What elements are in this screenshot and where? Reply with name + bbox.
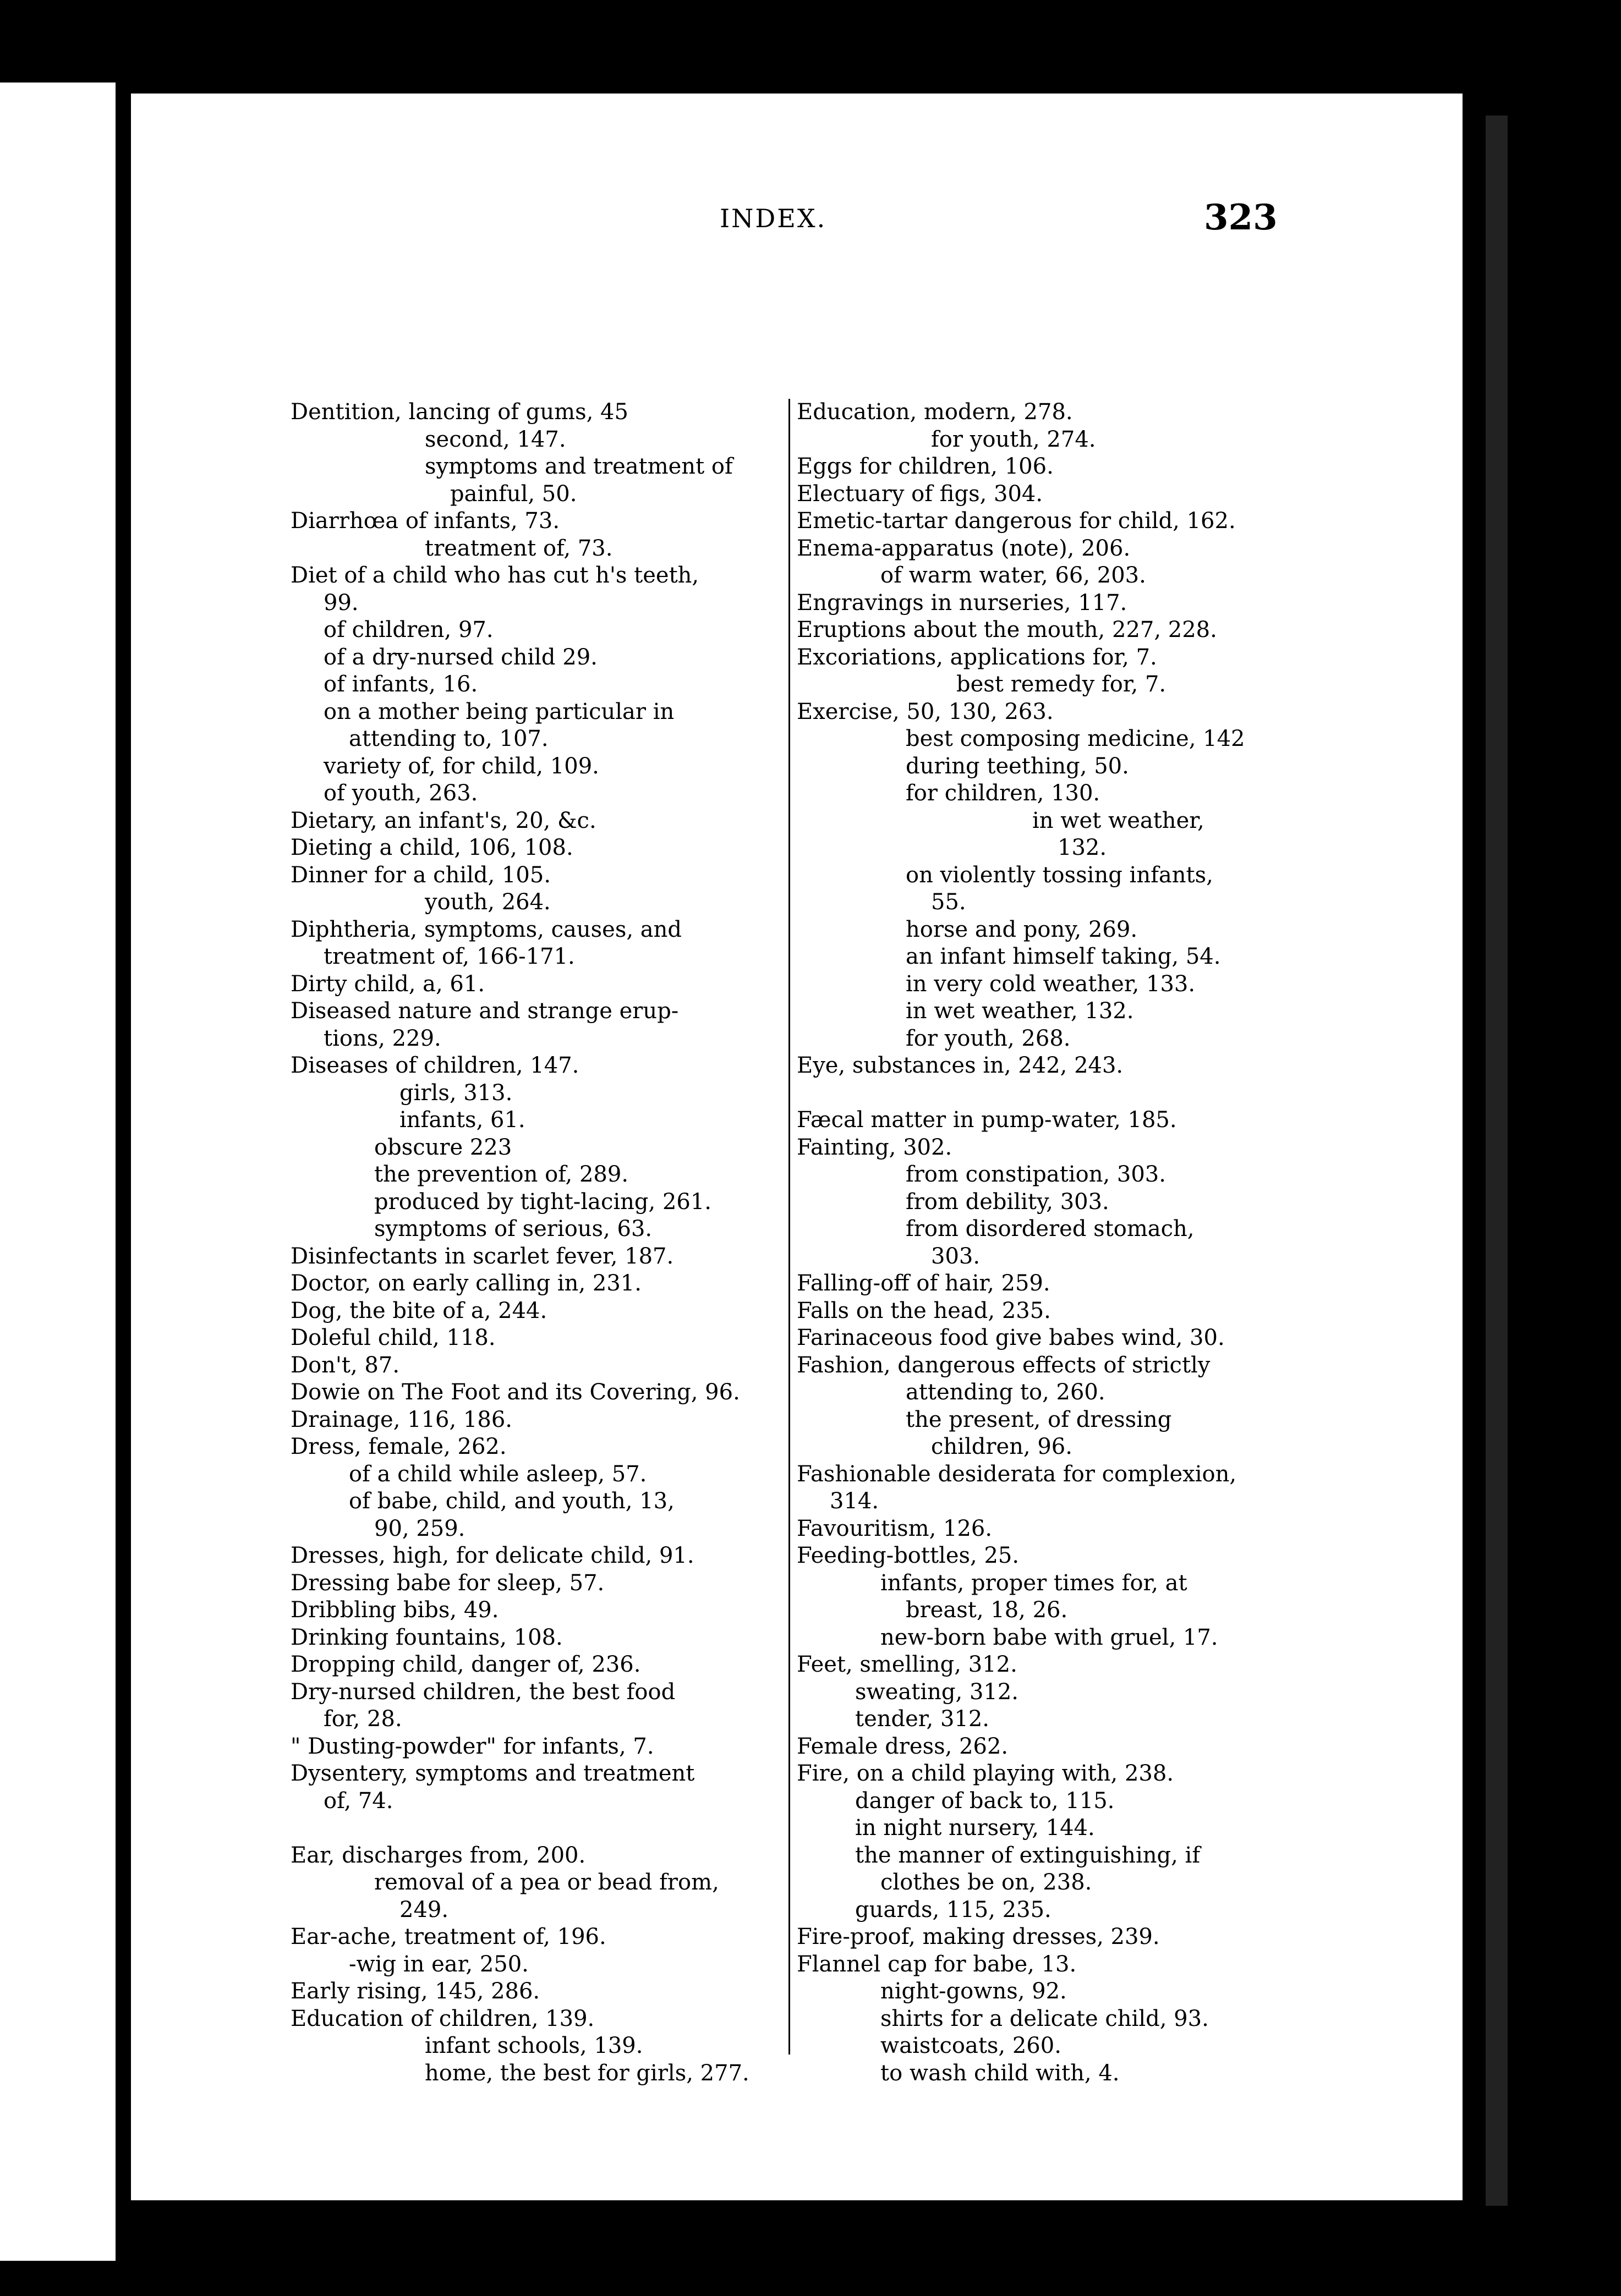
index-entry: new-born babe with gruel, 17. bbox=[880, 1624, 1218, 1650]
index-entry: Diarrhœa of infants, 73. bbox=[291, 508, 560, 534]
facing-page-edge bbox=[0, 83, 116, 2261]
index-entry: danger of back to, 115. bbox=[855, 1788, 1115, 1814]
index-entry: infant schools, 139. bbox=[425, 2033, 643, 2058]
index-entry: Dribbling bibs, 49. bbox=[291, 1597, 499, 1623]
index-entry: breast, 18, 26. bbox=[906, 1597, 1068, 1623]
index-entry: on a mother being particular in bbox=[324, 699, 675, 724]
index-entry: clothes be on, 238. bbox=[880, 1870, 1092, 1895]
index-entry: from debility, 303. bbox=[906, 1189, 1109, 1215]
index-entry: Fæcal matter in pump-water, 185. bbox=[797, 1107, 1177, 1133]
page-header bbox=[131, 94, 1463, 238]
index-entry: of children, 97. bbox=[324, 617, 494, 642]
index-entry: infants, 61. bbox=[399, 1107, 525, 1133]
index-entry: Doleful child, 118. bbox=[291, 1325, 496, 1350]
index-entry: symptoms of serious, 63. bbox=[374, 1216, 653, 1242]
index-entry: for, 28. bbox=[324, 1706, 402, 1732]
index-entry: symptoms and treatment of bbox=[425, 454, 733, 479]
index-entry: of youth, 263. bbox=[324, 781, 478, 806]
index-entry: home, the best for girls, 277. bbox=[425, 2060, 749, 2086]
index-entry: Dentition, lancing of gums, 45 bbox=[291, 399, 628, 425]
index-entry: obscure 223 bbox=[374, 1134, 512, 1160]
page-edge-shadow bbox=[1486, 116, 1508, 2206]
index-entry: for youth, 268. bbox=[906, 1025, 1071, 1051]
index-entry: Diseases of children, 147. bbox=[291, 1053, 579, 1078]
index-entry: Doctor, on early calling in, 231. bbox=[291, 1271, 642, 1296]
index-entry: night-gowns, 92. bbox=[880, 1979, 1067, 2004]
index-entry: Education, modern, 278. bbox=[797, 399, 1073, 425]
index-entry: of babe, child, and youth, 13, bbox=[349, 1488, 675, 1514]
index-entry: Excoriations, applications for, 7. bbox=[797, 644, 1157, 670]
index-entry: 132. bbox=[1058, 835, 1107, 860]
index-entry: in night nursery, 144. bbox=[855, 1815, 1095, 1841]
index-entry: of a child while asleep, 57. bbox=[349, 1461, 647, 1487]
index-entry: painful, 50. bbox=[450, 481, 577, 507]
index-entry: Favouritism, 126. bbox=[797, 1515, 993, 1541]
index-entry: in very cold weather, 133. bbox=[906, 971, 1196, 997]
index-entry: Ear, discharges from, 200. bbox=[291, 1842, 586, 1868]
index-entry: to wash child with, 4. bbox=[880, 2060, 1120, 2086]
index-entry: " Dusting-powder" for infants, 7. bbox=[291, 1733, 654, 1759]
index-entry: from disordered stomach, bbox=[906, 1216, 1195, 1242]
index-entry: Drainage, 116, 186. bbox=[291, 1407, 512, 1432]
index-entry: Ear-ache, treatment of, 196. bbox=[291, 1924, 606, 1949]
index-entry: Emetic-tartar dangerous for child, 162. bbox=[797, 508, 1236, 534]
index-entry: best remedy for, 7. bbox=[956, 672, 1167, 697]
index-entry: Eye, substances in, 242, 243. bbox=[797, 1053, 1124, 1078]
index-entry: of infants, 16. bbox=[324, 672, 478, 697]
index-entry: Feet, smelling, 312. bbox=[797, 1652, 1017, 1677]
index-entry: Flannel cap for babe, 13. bbox=[797, 1951, 1077, 1977]
index-entry: youth, 264. bbox=[425, 889, 551, 915]
index-entry: shirts for a delicate child, 93. bbox=[880, 2006, 1209, 2031]
index-entry: in wet weather, bbox=[1032, 808, 1204, 833]
index-entry: during teething, 50. bbox=[906, 753, 1129, 779]
index-entry: for youth, 274. bbox=[931, 426, 1096, 452]
index-entry: best composing medicine, 142 bbox=[906, 726, 1245, 751]
index-entry: Disinfectants in scarlet fever, 187. bbox=[291, 1243, 674, 1269]
index-entry: produced by tight-lacing, 261. bbox=[374, 1189, 712, 1215]
index-entry: Early rising, 145, 286. bbox=[291, 1979, 540, 2004]
index-entry: second, 147. bbox=[425, 426, 566, 452]
index-entry: Farinaceous food give babes wind, 30. bbox=[797, 1325, 1225, 1350]
index-entry: Eruptions about the mouth, 227, 228. bbox=[797, 617, 1217, 642]
index-entry: Dysentery, symptoms and treatment bbox=[291, 1761, 695, 1786]
index-entry: treatment of, 73. bbox=[425, 535, 613, 561]
index-entry: in wet weather, 132. bbox=[906, 998, 1134, 1024]
index-entry: Eggs for children, 106. bbox=[797, 454, 1054, 479]
index-entry: of warm water, 66, 203. bbox=[880, 563, 1146, 588]
index-entry: on violently tossing infants, bbox=[906, 862, 1213, 888]
index-entry: Fire-proof, making dresses, 239. bbox=[797, 1924, 1160, 1949]
index-entry: Don't, 87. bbox=[291, 1352, 400, 1378]
index-entry: waistcoats, 260. bbox=[880, 2033, 1061, 2058]
index-entry: 249. bbox=[399, 1897, 449, 1923]
index-entry: for children, 130. bbox=[906, 781, 1100, 806]
index-entry: Female dress, 262. bbox=[797, 1733, 1009, 1759]
index-entry: Fashion, dangerous effects of strictly bbox=[797, 1352, 1211, 1378]
index-entry: horse and pony, 269. bbox=[906, 916, 1138, 942]
index-entry: Dowie on The Foot and its Covering, 96. bbox=[291, 1380, 740, 1405]
index-entry: 314. bbox=[830, 1488, 879, 1514]
index-entry: -wig in ear, 250. bbox=[349, 1951, 529, 1977]
index-entry: Dietary, an infant's, 20, &c. bbox=[291, 808, 596, 833]
index-entry: infants, proper times for, at bbox=[880, 1570, 1187, 1596]
index-entry: Feeding-bottles, 25. bbox=[797, 1543, 1020, 1568]
index-entry: Dirty child, a, 61. bbox=[291, 971, 485, 997]
index-entry: guards, 115, 235. bbox=[855, 1897, 1052, 1923]
index-entry: variety of, for child, 109. bbox=[324, 753, 599, 779]
index-entry: Fashionable desiderata for complexion, bbox=[797, 1461, 1237, 1487]
index-entry: attending to, 107. bbox=[349, 726, 549, 751]
index-entry: children, 96. bbox=[931, 1434, 1072, 1459]
index-entry: 55. bbox=[931, 889, 966, 915]
index-entry: Diseased nature and strange erup- bbox=[291, 998, 679, 1024]
index-entry: Engravings in nurseries, 117. bbox=[797, 590, 1127, 616]
page-title: INDEX. bbox=[720, 204, 827, 233]
index-entry: sweating, 312. bbox=[855, 1679, 1019, 1705]
index-entry: Falling-off of hair, 259. bbox=[797, 1271, 1050, 1296]
index-entry: the present, of dressing bbox=[906, 1407, 1172, 1432]
index-entry: 90, 259. bbox=[374, 1515, 466, 1541]
index-entry: tender, 312. bbox=[855, 1706, 990, 1732]
index-entry: Dinner for a child, 105. bbox=[291, 862, 551, 888]
index-entry: Falls on the head, 235. bbox=[797, 1298, 1051, 1323]
index-entry: treatment of, 166-171. bbox=[324, 944, 575, 969]
index-entry: of a dry-nursed child 29. bbox=[324, 644, 598, 670]
index-entry: Drinking fountains, 108. bbox=[291, 1624, 563, 1650]
index-entry: Dry-nursed children, the best food bbox=[291, 1679, 676, 1705]
index-entry: Diet of a child who has cut h's teeth, bbox=[291, 563, 699, 588]
index-entry: attending to, 260. bbox=[906, 1380, 1105, 1405]
page-number: 323 bbox=[1204, 197, 1278, 238]
index-entry: Fire, on a child playing with, 238. bbox=[797, 1761, 1174, 1786]
index-entry: an infant himself taking, 54. bbox=[906, 944, 1221, 969]
index-entry: the manner of extinguishing, if bbox=[855, 1842, 1201, 1868]
index-entry: 303. bbox=[931, 1243, 981, 1269]
index-entry: Dropping child, danger of, 236. bbox=[291, 1652, 641, 1677]
index-entry: Diphtheria, symptoms, causes, and bbox=[291, 916, 682, 942]
index-entry: Dieting a child, 106, 108. bbox=[291, 835, 573, 860]
index-entry: the prevention of, 289. bbox=[374, 1162, 629, 1187]
index-entry: Education of children, 139. bbox=[291, 2006, 595, 2031]
index-entry: Exercise, 50, 130, 263. bbox=[797, 699, 1054, 724]
index-entry: Enema-apparatus (note), 206. bbox=[797, 535, 1131, 561]
index-entry: tions, 229. bbox=[324, 1025, 441, 1051]
index-entry: Dress, female, 262. bbox=[291, 1434, 507, 1459]
index-entry: 99. bbox=[324, 590, 359, 616]
index-entry: Dressing babe for sleep, 57. bbox=[291, 1570, 605, 1596]
index-entry: removal of a pea or bead from, bbox=[374, 1870, 719, 1895]
book-page bbox=[131, 94, 1463, 2200]
index-entry: Dresses, high, for delicate child, 91. bbox=[291, 1543, 694, 1568]
index-entry: of, 74. bbox=[324, 1788, 393, 1814]
index-column-right bbox=[797, 399, 1408, 2087]
index-entry: Fainting, 302. bbox=[797, 1134, 952, 1160]
index-entry: Electuary of figs, 304. bbox=[797, 481, 1043, 507]
index-entry: from constipation, 303. bbox=[906, 1162, 1166, 1187]
index-entry: girls, 313. bbox=[399, 1080, 513, 1106]
index-entry: Dog, the bite of a, 244. bbox=[291, 1298, 547, 1323]
index-entry bbox=[797, 1080, 1408, 1107]
